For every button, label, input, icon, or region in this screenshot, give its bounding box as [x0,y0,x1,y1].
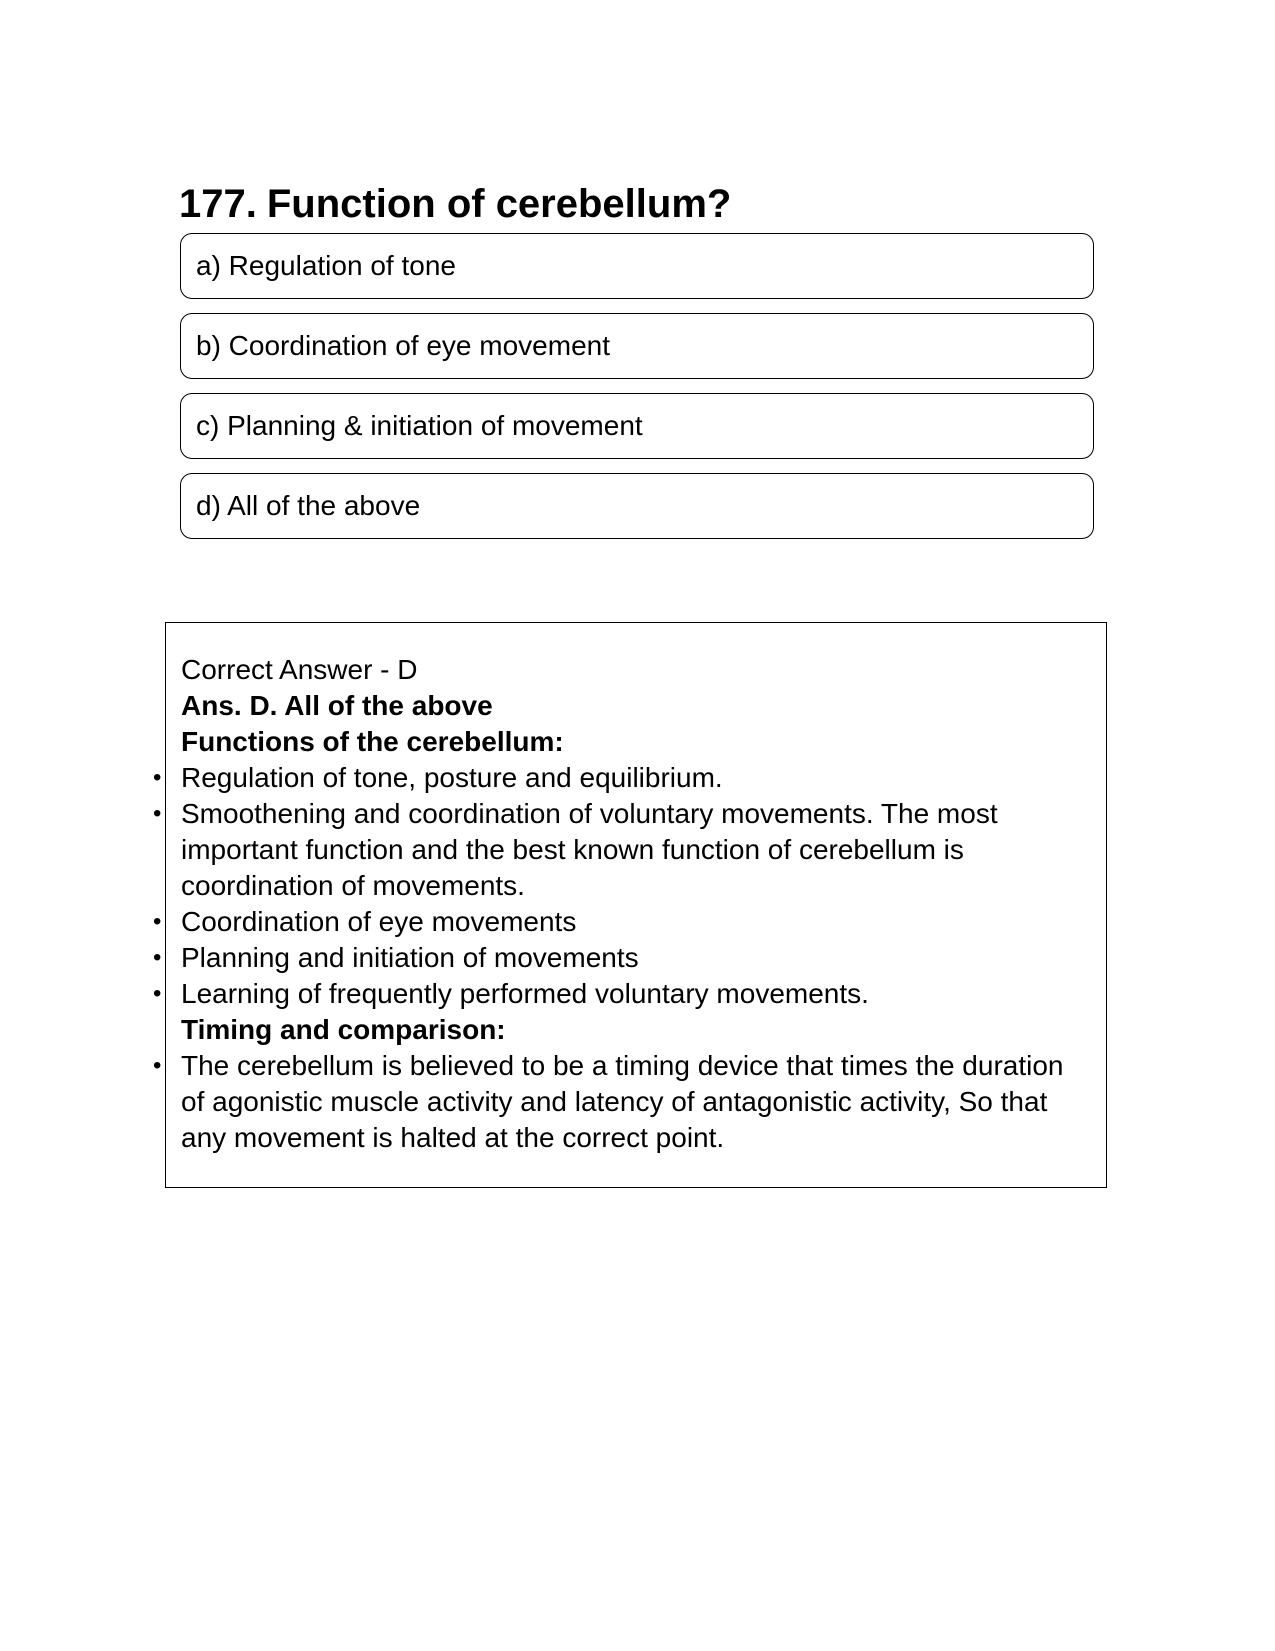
functions-list [153,760,1081,1012]
list-item [153,940,1081,976]
bullet-icon: • [153,980,162,1007]
bullet-icon: • [153,908,162,935]
question-number: 177. [179,182,257,226]
question-title [179,176,731,232]
list-item-text: The cerebellum is believed to be a timing device that times the duration of agonistic muscle activity and latency of antagonistic activity, So that any movement is halted at the correct point. [181,1050,1064,1153]
answer-explanation [153,652,1081,1156]
question-text: Function of cerebellum? [266,182,732,226]
list-item-text: Planning and initiation of movements [181,942,639,973]
list-item-text: Coordination of eye movements [181,906,577,937]
correct-answer-label: Correct Answer - D [181,654,418,685]
list-item [153,796,1081,904]
option-b[interactable]: b) Coordination of eye movement [180,313,1094,379]
timing-heading: Timing and comparison: [181,1014,506,1045]
list-item [153,760,1081,796]
list-item-text: Smoothening and coordination of voluntary movements. The most important function and the best known function of cerebellum is coordination of movements. [181,798,998,901]
answer-heading: Ans. D. All of the above [181,690,493,721]
bullet-icon: • [153,1052,162,1079]
option-a[interactable]: a) Regulation of tone [180,233,1094,299]
list-item-text: Regulation of tone, posture and equilibrium. [181,762,723,793]
option-c[interactable]: c) Planning & initiation of movement [180,393,1094,459]
list-item [153,1048,1081,1156]
functions-heading: Functions of the cerebellum: [181,726,564,757]
option-d[interactable]: d) All of the above [180,473,1094,539]
bullet-icon: • [153,800,162,827]
list-item-text: Learning of frequently performed voluntary movements. [181,978,869,1009]
bullet-icon: • [153,944,162,971]
bullet-icon: • [153,764,162,791]
list-item [153,976,1081,1012]
list-item [153,904,1081,940]
timing-list [153,1048,1081,1156]
